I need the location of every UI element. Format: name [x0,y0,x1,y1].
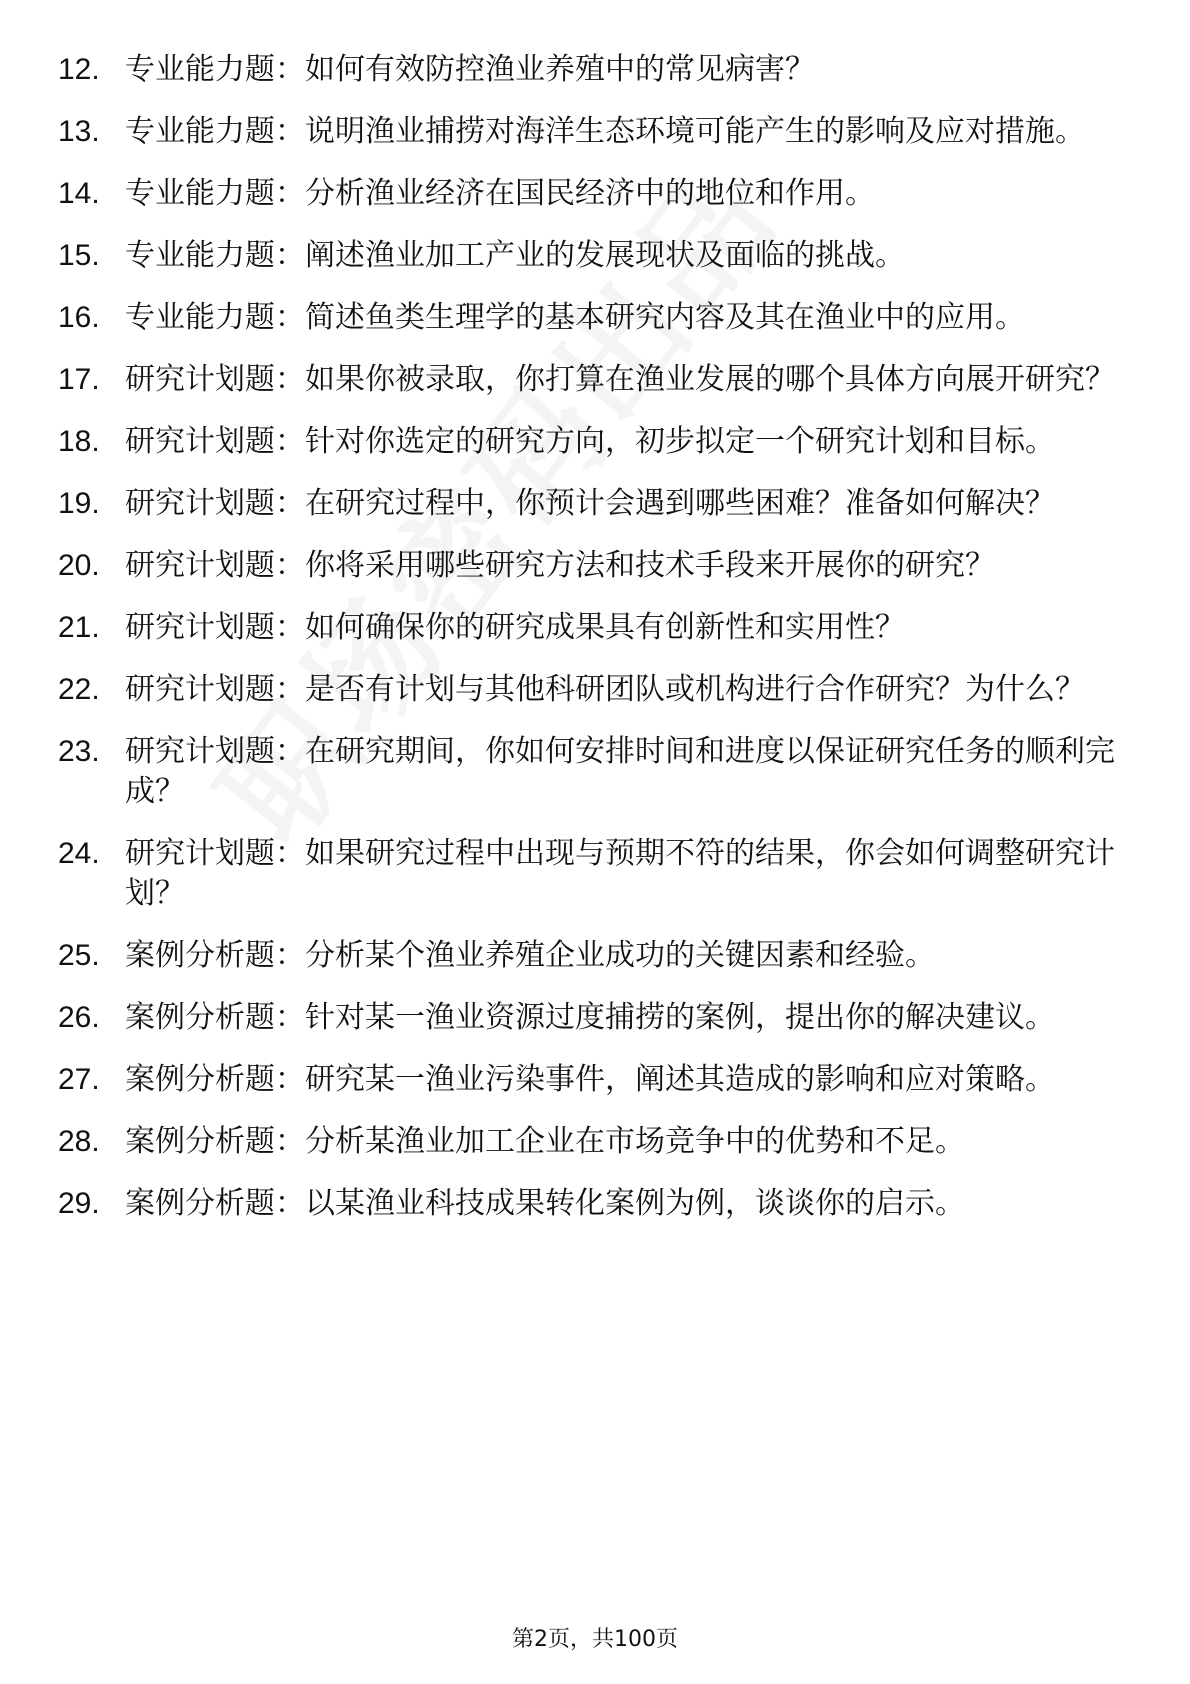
question-body: 阐述渔业加工产业的发展现状及面临的挑战。 [305,238,905,273]
question-item [58,998,1130,1038]
question-body: 如何确保你的研究成果具有创新性和实用性？ [305,610,905,645]
question-item [58,1184,1130,1224]
question-body: 如果研究过程中出现与预期不符的结果，你会如何调整研究计划？ [125,836,1115,911]
question-text [125,670,1130,710]
question-body: 针对某一渔业资源过度捕捞的案例，提出你的解决建议。 [305,1000,1055,1035]
question-category: 专业能力题： [125,114,305,149]
question-body: 说明渔业捕捞对海洋生态环境可能产生的影响及应对措施。 [305,114,1085,149]
question-number: 16. [58,301,100,334]
question-item [58,484,1130,524]
question-category: 案例分析题： [125,1186,305,1221]
question-category: 研究计划题： [125,836,305,871]
question-item [58,174,1130,214]
question-category: 专业能力题： [125,52,305,87]
question-item [58,608,1130,648]
question-text [125,834,1130,914]
question-text [125,546,1130,586]
question-text [125,360,1130,400]
question-number: 15. [58,239,100,272]
question-text [125,1122,1130,1162]
question-category: 案例分析题： [125,1000,305,1035]
question-number: 24. [58,837,100,870]
question-text [125,50,1130,90]
question-list [58,50,1130,1246]
question-category: 专业能力题： [125,238,305,273]
question-number: 29. [58,1187,100,1220]
question-number: 12. [58,53,100,86]
question-number: 18. [58,425,100,458]
question-text [125,112,1130,152]
question-number: 23. [58,735,100,768]
question-text [125,422,1130,462]
question-category: 案例分析题： [125,938,305,973]
question-body: 研究某一渔业污染事件，阐述其造成的影响和应对策略。 [305,1062,1055,1097]
question-body: 在研究过程中，你预计会遇到哪些困难？准备如何解决？ [305,486,1055,521]
question-category: 研究计划题： [125,548,305,583]
question-number: 17. [58,363,100,396]
question-text [125,732,1130,812]
question-body: 如果你被录取，你打算在渔业发展的哪个具体方向展开研究？ [305,362,1115,397]
question-number: 28. [58,1125,100,1158]
question-number: 20. [58,549,100,582]
question-item [58,112,1130,152]
question-text [125,298,1130,338]
question-category: 专业能力题： [125,300,305,335]
question-category: 案例分析题： [125,1062,305,1097]
question-category: 研究计划题： [125,734,305,769]
question-number: 19. [58,487,100,520]
question-number: 21. [58,611,100,644]
question-category: 研究计划题： [125,362,305,397]
question-item [58,546,1130,586]
question-item [58,236,1130,276]
question-number: 26. [58,1001,100,1034]
question-item [58,360,1130,400]
question-body: 分析某个渔业养殖企业成功的关键因素和经验。 [305,938,935,973]
question-item [58,936,1130,976]
question-body: 是否有计划与其他科研团队或机构进行合作研究？为什么？ [305,672,1085,707]
question-item [58,1060,1130,1100]
question-text [125,236,1130,276]
question-category: 研究计划题： [125,672,305,707]
question-text [125,174,1130,214]
question-item [58,834,1130,914]
question-item [58,50,1130,90]
question-item [58,422,1130,462]
question-body: 分析某渔业加工企业在市场竞争中的优势和不足。 [305,1124,965,1159]
question-text [125,998,1130,1038]
question-category: 专业能力题： [125,176,305,211]
question-category: 研究计划题： [125,610,305,645]
question-number: 22. [58,673,100,706]
question-number: 13. [58,115,100,148]
question-item [58,732,1130,812]
question-text [125,1060,1130,1100]
question-category: 案例分析题： [125,1124,305,1159]
question-number: 27. [58,1063,100,1096]
question-body: 在研究期间，你如何安排时间和进度以保证研究任务的顺利完成？ [125,734,1115,809]
question-text [125,608,1130,648]
question-item [58,670,1130,710]
page-footer: 第2页，共100页 [512,1627,678,1652]
question-category: 研究计划题： [125,424,305,459]
question-text [125,1184,1130,1224]
question-body: 以某渔业科技成果转化案例为例，谈谈你的启示。 [305,1186,965,1221]
question-body: 针对你选定的研究方向，初步拟定一个研究计划和目标。 [305,424,1055,459]
question-body: 你将采用哪些研究方法和技术手段来开展你的研究？ [305,548,995,583]
question-text [125,484,1130,524]
question-category: 研究计划题： [125,486,305,521]
question-body: 分析渔业经济在国民经济中的地位和作用。 [305,176,875,211]
question-number: 25. [58,939,100,972]
question-body: 简述鱼类生理学的基本研究内容及其在渔业中的应用。 [305,300,1025,335]
question-item [58,1122,1130,1162]
question-body: 如何有效防控渔业养殖中的常见病害？ [305,52,815,87]
question-item [58,298,1130,338]
question-number: 14. [58,177,100,210]
question-text [125,936,1130,976]
